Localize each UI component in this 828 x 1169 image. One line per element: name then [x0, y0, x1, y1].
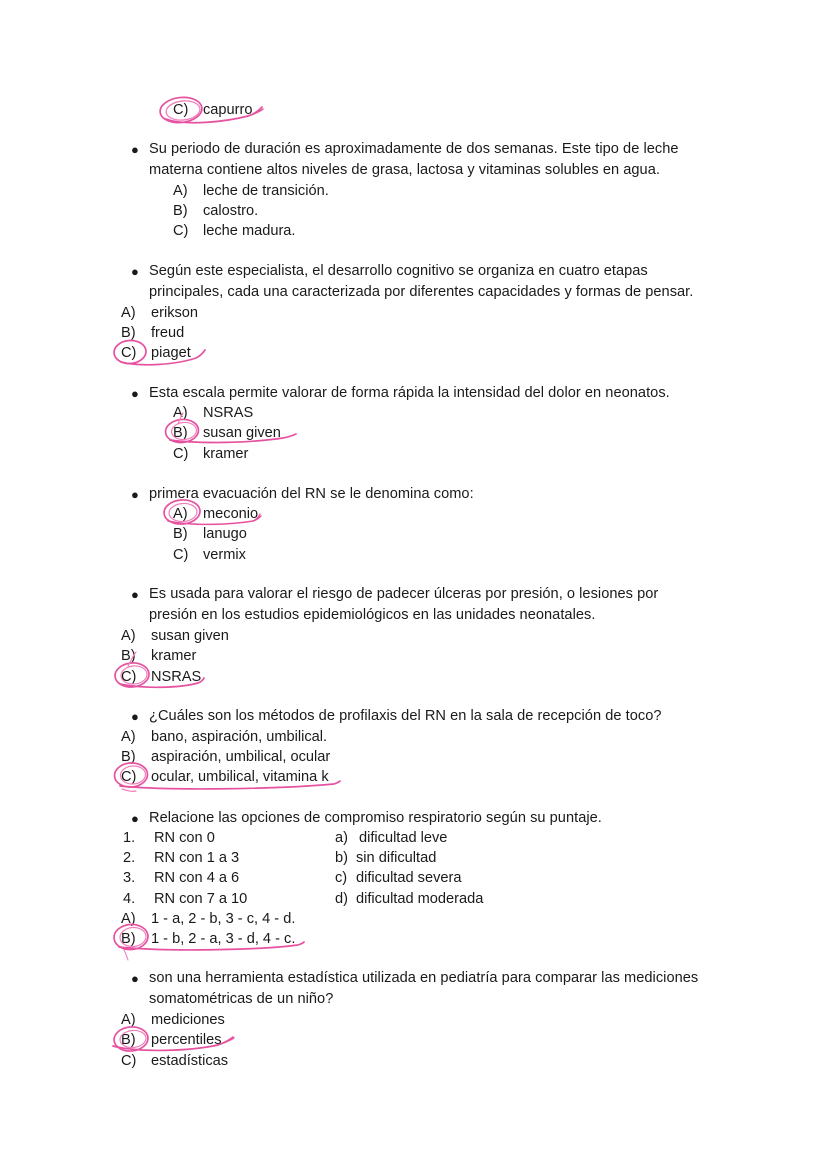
option-row-selected: [121, 343, 191, 363]
carryover-answer-option: [173, 100, 252, 120]
option-row: [121, 1051, 228, 1071]
question-block: [130, 261, 723, 302]
question-prompt: primera evacuación del RN se le denomina como:: [149, 486, 474, 502]
match-right-marker: c): [335, 870, 348, 886]
option-label: susan given: [151, 628, 229, 644]
option-label: estadísticas: [151, 1053, 229, 1069]
option-row: [121, 323, 184, 343]
option-label: leche de transición.: [203, 183, 329, 199]
option-marker: B): [121, 648, 136, 664]
option-label: meconio: [203, 506, 259, 522]
option-row: [121, 646, 196, 666]
option-label: erikson: [151, 305, 199, 321]
option-row: [173, 444, 248, 464]
match-right-label: sin dificultad: [356, 850, 437, 866]
option-marker: B): [121, 1032, 136, 1048]
option-row: [121, 727, 327, 747]
match-left-item: [123, 828, 215, 848]
option-marker: A): [121, 1012, 136, 1028]
option-row-selected: [121, 667, 201, 687]
option-marker: C): [173, 446, 189, 462]
match-right-marker: b): [335, 850, 348, 866]
option-label: lanugo: [203, 526, 247, 542]
option-marker: B): [121, 749, 136, 765]
option-marker: C): [173, 547, 189, 563]
match-right-item: [335, 848, 436, 868]
bullet-icon: ●: [131, 264, 139, 279]
match-right-label: dificultad leve: [359, 830, 448, 846]
option-marker: C): [121, 345, 137, 361]
option-label: vermix: [203, 547, 246, 563]
question-block: [130, 584, 693, 625]
option-marker: B): [121, 931, 136, 947]
option-label: kramer: [151, 648, 197, 664]
option-label: ocular, umbilical, vitamina k: [151, 769, 329, 785]
option-row-selected: [121, 1030, 222, 1050]
question-prompt: Relacione las opciones de compromiso respiratorio según su puntaje.: [149, 810, 602, 826]
bullet-icon: ●: [131, 811, 139, 826]
option-label: NSRAS: [151, 669, 202, 685]
match-right-item: [335, 868, 461, 888]
option-marker: B): [173, 425, 188, 441]
question-prompt: Esta escala permite valorar de forma rápida la intensidad del dolor en neonatos.: [149, 385, 670, 401]
match-left-marker: 3.: [123, 870, 136, 886]
option-row: [173, 545, 246, 565]
option-marker: A): [173, 405, 188, 421]
option-row: [173, 181, 329, 201]
match-right-item: [335, 889, 483, 909]
match-right-item: [335, 828, 447, 848]
option-label: susan given: [203, 425, 281, 441]
question-block: [130, 484, 710, 505]
match-left-marker: 2.: [123, 850, 136, 866]
option-row-selected: [173, 504, 258, 524]
option-marker: B): [173, 526, 188, 542]
question-prompt: Su periodo de duración es aproximadamente de dos semanas. Este tipo de leche materna contiene altos niveles de grasa, lactosa y vitaminas solubles en agua.: [149, 141, 679, 178]
match-left-marker: 4.: [123, 891, 136, 907]
option-marker: A): [173, 183, 188, 199]
option-row: [121, 909, 295, 929]
bullet-icon: ●: [131, 386, 139, 401]
question-prompt: son una herramienta estadística utilizada en pediatría para comparar las mediciones somatométricas de un niño?: [149, 970, 699, 1007]
question-block: [130, 139, 710, 180]
match-left-marker: 1.: [123, 830, 136, 846]
option-marker: C): [121, 769, 137, 785]
option-label: NSRAS: [203, 405, 254, 421]
match-left-label: RN con 7 a 10: [154, 891, 248, 907]
match-left-label: RN con 0: [154, 830, 215, 846]
option-label: bano, aspiración, umbilical.: [151, 729, 328, 745]
match-right-label: dificultad severa: [356, 870, 462, 886]
option-marker: B): [121, 325, 136, 341]
question-prompt: ¿Cuáles son los métodos de profilaxis del RN en la sala de recepción de toco?: [149, 708, 662, 724]
option-row-selected: [121, 929, 295, 949]
option-label: calostro.: [203, 203, 259, 219]
match-left-item: [123, 889, 247, 909]
bullet-icon: ●: [131, 142, 139, 157]
option-row-selected: [121, 767, 329, 787]
question-block: [130, 706, 720, 727]
match-left-item: [123, 848, 239, 868]
bullet-icon: ●: [131, 487, 139, 502]
bullet-icon: ●: [131, 971, 139, 986]
option-marker: A): [121, 729, 136, 745]
match-left-item: [123, 868, 239, 888]
option-marker: C): [121, 669, 137, 685]
option-row: [173, 524, 247, 544]
match-left-label: RN con 1 a 3: [154, 850, 240, 866]
bullet-icon: ●: [131, 709, 139, 724]
option-label: kramer: [203, 446, 249, 462]
option-label: 1 - b, 2 - a, 3 - d, 4 - c.: [151, 931, 296, 947]
bullet-icon: ●: [131, 587, 139, 602]
question-block: [130, 968, 734, 1009]
option-marker: C): [173, 223, 189, 239]
option-marker: A): [173, 506, 188, 522]
option-marker: B): [173, 203, 188, 219]
question-prompt: Es usada para valorar el riesgo de padecer úlceras por presión, o lesiones por presión en los estudios epidemiológicos en las unidades neonatales.: [149, 586, 659, 623]
option-label: aspiración, umbilical, ocular: [151, 749, 331, 765]
option-row: [173, 201, 258, 221]
option-label: freud: [151, 325, 185, 341]
option-marker: C): [173, 102, 189, 118]
match-right-marker: a): [335, 830, 348, 846]
option-label: percentiles: [151, 1032, 222, 1048]
option-row: [121, 747, 330, 767]
match-right-label: dificultad moderada: [356, 891, 484, 907]
option-marker: A): [121, 628, 136, 644]
option-row: [121, 1010, 225, 1030]
option-label: piaget: [151, 345, 191, 361]
option-label: capurro: [203, 102, 253, 118]
option-row: [173, 221, 295, 241]
option-marker: A): [121, 305, 136, 321]
option-marker: C): [121, 1053, 137, 1069]
option-row-selected: [173, 423, 281, 443]
option-row: [121, 626, 229, 646]
question-block: [130, 808, 710, 829]
option-label: mediciones: [151, 1012, 225, 1028]
option-marker: A): [121, 911, 136, 927]
option-row: [121, 303, 198, 323]
question-prompt: Según este especialista, el desarrollo cognitivo se organiza en cuatro etapas principales, cada una caracterizada por diferentes capacidades y formas de pensar.: [149, 263, 694, 300]
option-label: leche madura.: [203, 223, 296, 239]
option-label: 1 - a, 2 - b, 3 - c, 4 - d.: [151, 911, 296, 927]
option-row: [173, 403, 253, 423]
question-block: [130, 383, 710, 404]
match-right-marker: d): [335, 891, 348, 907]
match-left-label: RN con 4 a 6: [154, 870, 240, 886]
